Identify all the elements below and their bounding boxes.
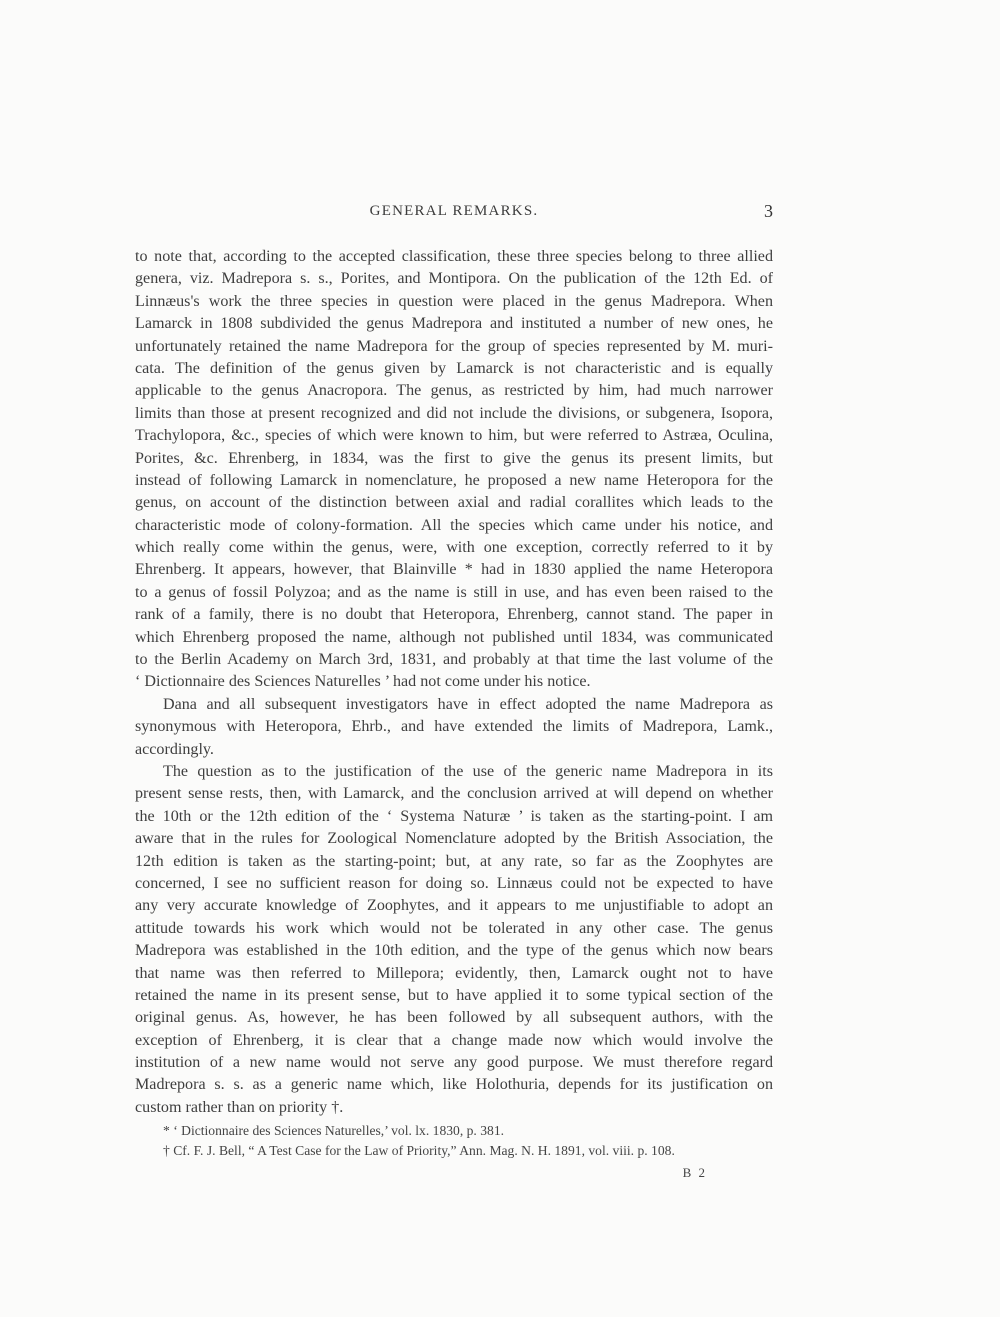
text-line: Madrepora was established in the 10th edition, and the type of the genus which now bears bbox=[135, 942, 773, 960]
text-line: that name was then referred to Millepora; evidently, then, Lamarck ought not to have bbox=[135, 964, 773, 982]
page-header bbox=[135, 203, 773, 227]
text-line: ‘ Dictionnaire des Sciences Naturelles ’ had not come under his notice. bbox=[135, 673, 591, 691]
text-line: to the Berlin Academy on March 3rd, 1831, and probably at that time the last volume of the bbox=[135, 651, 773, 669]
text-line: genus, on account of the distinction between axial and radial corallites which leads to the bbox=[135, 494, 773, 512]
body-text bbox=[135, 246, 773, 1119]
page-number: 3 bbox=[764, 201, 773, 221]
text-line: the 10th or the 12th edition of the ‘ Systema Naturæ ’ is taken as the starting-point. I am bbox=[135, 807, 773, 825]
text-line: attitude towards his work which would not be tolerated in any other case. The genus bbox=[135, 919, 773, 937]
text-line: limits than those at present recognized and did not include the divisions, or subgenera, Isopora, bbox=[135, 404, 773, 422]
text-line: synonymous with Heteropora, Ehrb., and have extended the limits of Madrepora, Lamk., bbox=[135, 718, 773, 736]
text-line: accordingly. bbox=[135, 740, 214, 758]
text-line: The question as to the justification of the use of the generic name Madrepora in its bbox=[163, 762, 773, 780]
footnotes bbox=[135, 1121, 773, 1161]
text-line: Dana and all subsequent investigators have in effect adopted the name Madrepora as bbox=[163, 695, 773, 713]
text-line: unfortunately retained the name Madrepora for the group of species represented by M. muri- bbox=[135, 337, 773, 355]
text-line: Trachylopora, &c., species of which were known to him, but were referred to Astræa, Oculina, bbox=[135, 427, 773, 445]
footnote: † Cf. F. J. Bell, “ A Test Case for the Law of Priority,” Ann. Mag. N. H. 1891, vol. viii. p. 108. bbox=[163, 1143, 675, 1158]
text-line: custom rather than on priority †. bbox=[135, 1098, 344, 1116]
text-line: 12th edition is taken as the starting-point; but, at any rate, so far as the Zoophytes are bbox=[135, 852, 773, 870]
text-line: Porites, &c. Ehrenberg, in 1834, was the first to give the genus its present limits, but bbox=[135, 449, 773, 467]
text-line: retained the name in its present sense, but to have applied it to some typical section of the bbox=[135, 986, 773, 1004]
text-line: to a genus of fossil Polyzoa; and as the name is still in use, and has even been raised to the bbox=[135, 583, 773, 601]
running-title: GENERAL REMARKS. bbox=[369, 203, 539, 219]
text-line: present sense rests, then, with Lamarck, and the conclusion arrived at will depend on whether bbox=[135, 785, 773, 803]
text-line: to note that, according to the accepted classification, these three species belong to three allied bbox=[135, 248, 773, 265]
text-line: rank of a family, there is no doubt that Heteropora, Ehrenberg, cannot stand. The paper in bbox=[135, 606, 773, 624]
footnote: * ‘ Dictionnaire des Sciences Naturelles,’ vol. lx. 1830, p. 381. bbox=[163, 1123, 505, 1138]
text-line: genera, viz. Madrepora s. s., Porites, and Montipora. On the publication of the 12th Ed. of bbox=[135, 270, 773, 288]
text-line: any very accurate knowledge of Zoophytes, and it appears to me unjustifiable to adopt an bbox=[135, 897, 773, 915]
signature-mark: B 2 bbox=[682, 1165, 707, 1180]
text-line: concerned, I see no sufficient reason for doing so. Linnæus could not be expected to have bbox=[135, 874, 773, 892]
text-line: Linnæus's work the three species in question were placed in the genus Madrepora. When bbox=[135, 292, 773, 310]
text-line: cata. The definition of the genus given by Lamarck is not characteristic and is equally bbox=[135, 359, 773, 377]
text-line: which Ehrenberg proposed the name, although not published until 1834, was communicated bbox=[135, 628, 773, 646]
text-line: Madrepora s. s. as a generic name which, like Holothuria, depends for its justification on bbox=[135, 1076, 773, 1094]
text-line: characteristic mode of colony-formation. All the species which came under his notice, and bbox=[135, 516, 773, 534]
text-line: aware that in the rules for Zoological Nomenclature adopted by the British Association, the bbox=[135, 830, 773, 848]
text-line: Lamarck in 1808 subdivided the genus Madrepora and instituted a number of new ones, he bbox=[135, 315, 773, 333]
text-line: institution of a new name would not serve any good purpose. We must therefore regard bbox=[135, 1054, 773, 1072]
text-line: which really come within the genus, were, with one exception, correctly referred to it by bbox=[135, 539, 773, 557]
text-line: applicable to the genus Anacropora. The genus, as restricted by him, had much narrower bbox=[135, 382, 773, 400]
text-line: Ehrenberg. It appears, however, that Blainville * had in 1830 applied the name Heteropora bbox=[135, 561, 773, 579]
text-line: instead of following Lamarck in nomenclature, he proposed a new name Heteropora for the bbox=[135, 471, 773, 489]
text-line: original genus. As, however, he has been followed by all subsequent authors, with the bbox=[135, 1009, 773, 1027]
text-line: exception of Ehrenberg, it is clear that a change made now which would involve the bbox=[135, 1031, 773, 1049]
